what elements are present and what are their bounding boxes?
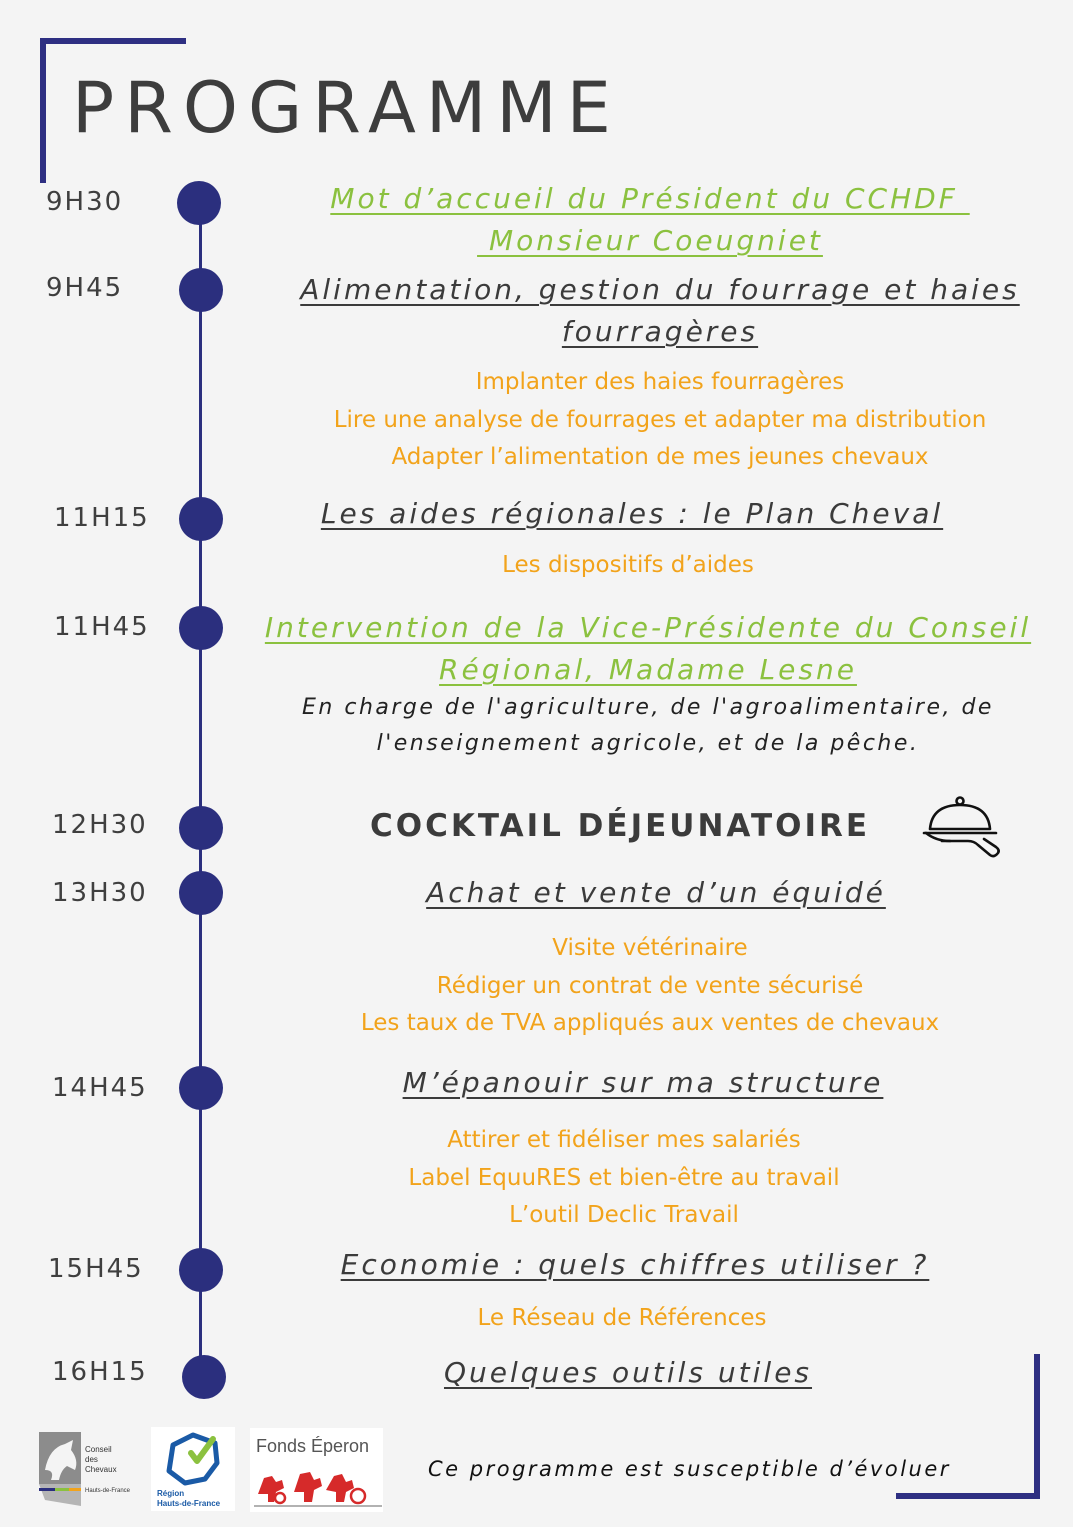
timeline-dot (179, 871, 223, 915)
session-topics (250, 364, 1070, 477)
time-label: 11H45 (54, 612, 150, 642)
timeline-dot (179, 606, 223, 650)
timeline-dot (179, 806, 223, 850)
topic-item: L’outil Declic Travail (509, 1202, 739, 1228)
time-label: 13H30 (52, 878, 148, 908)
timeline-dot (179, 1248, 223, 1292)
session-heading: Intervention de la Vice-Présidente du Conseil Régional, Madame Lesne (264, 611, 1032, 686)
region-map-icon (151, 1427, 235, 1491)
topic-item: Rédiger un contrat de vente sécurisé (436, 972, 864, 999)
timeline-dot (177, 181, 221, 225)
time-label: 16H15 (52, 1357, 148, 1387)
footer-note: Ce programme est susceptible d’évoluer (428, 1457, 951, 1481)
cloche-serving-icon (920, 795, 1002, 861)
time-label: 9H30 (46, 187, 124, 217)
timeline-line (199, 205, 202, 1377)
page-title: PROGRAMME (72, 67, 621, 149)
topic-item: Implanter des haies fourragères (475, 369, 845, 395)
frame-corner-top-left (40, 38, 46, 183)
session-description: En charge de l'agriculture, de l'agroalimentaire, de l'enseignement agricole, et de la pêche. (302, 695, 994, 756)
topic-item: Attirer et fidéliser mes salariés (447, 1127, 801, 1153)
lunch-heading: COCKTAIL DÉJEUNATOIRE (370, 808, 871, 844)
session-topics (240, 930, 1060, 1043)
session-topics (214, 1122, 1034, 1235)
topic-item: Lire une analyse de fourrages et adapter ma distribution (333, 406, 987, 433)
topic-item: Adapter l’alimentation de mes jeunes chevaux (391, 444, 929, 470)
logo-conseil-des-chevaux: Conseil des Chevaux Hauts-de-France (35, 1430, 145, 1510)
session-topics (218, 547, 1038, 585)
session-heading: Mot d’accueil du Président du CCHDF Monsieur Coeugniet (330, 182, 970, 257)
session-heading: Quelques outils utiles (443, 1356, 813, 1389)
time-label: 14H45 (52, 1073, 148, 1103)
session-heading: M’épanouir sur ma structure (402, 1066, 884, 1099)
session-heading: Achat et vente d’un équidé (426, 876, 886, 909)
time-label: 9H45 (46, 273, 124, 303)
timeline-dot (179, 1066, 223, 1110)
topic-item: Label EquuRES et bien-être au travail (408, 1164, 840, 1191)
horses-silhouette-icon (254, 1464, 382, 1508)
topic-item: Les taux de TVA appliqués aux ventes de chevaux (360, 1010, 940, 1036)
logo-region-hauts-de-france: Région Hauts-de-France (151, 1427, 235, 1511)
session-heading: Economie : quels chiffres utiliser ? (340, 1248, 930, 1281)
timeline-dot (179, 268, 223, 312)
time-label: 15H45 (48, 1254, 144, 1284)
session-topics (212, 1300, 1032, 1338)
session-heading: Les aides régionales : le Plan Cheval (320, 497, 944, 530)
frame-corner-top-left-bar (40, 38, 186, 44)
topic-item: Les dispositifs d’aides (502, 552, 754, 578)
time-label: 11H15 (54, 503, 150, 533)
time-label: 12H30 (52, 810, 148, 840)
frame-corner-bottom-right-bar (896, 1493, 1040, 1499)
logo-fonds-eperon: Fonds Éperon (250, 1428, 383, 1512)
topic-item: Le Réseau de Références (477, 1305, 767, 1331)
timeline-dot (179, 497, 223, 541)
session-heading: Alimentation, gestion du fourrage et haies fourragères (300, 273, 1020, 348)
topic-item: Visite vétérinaire (552, 935, 748, 961)
